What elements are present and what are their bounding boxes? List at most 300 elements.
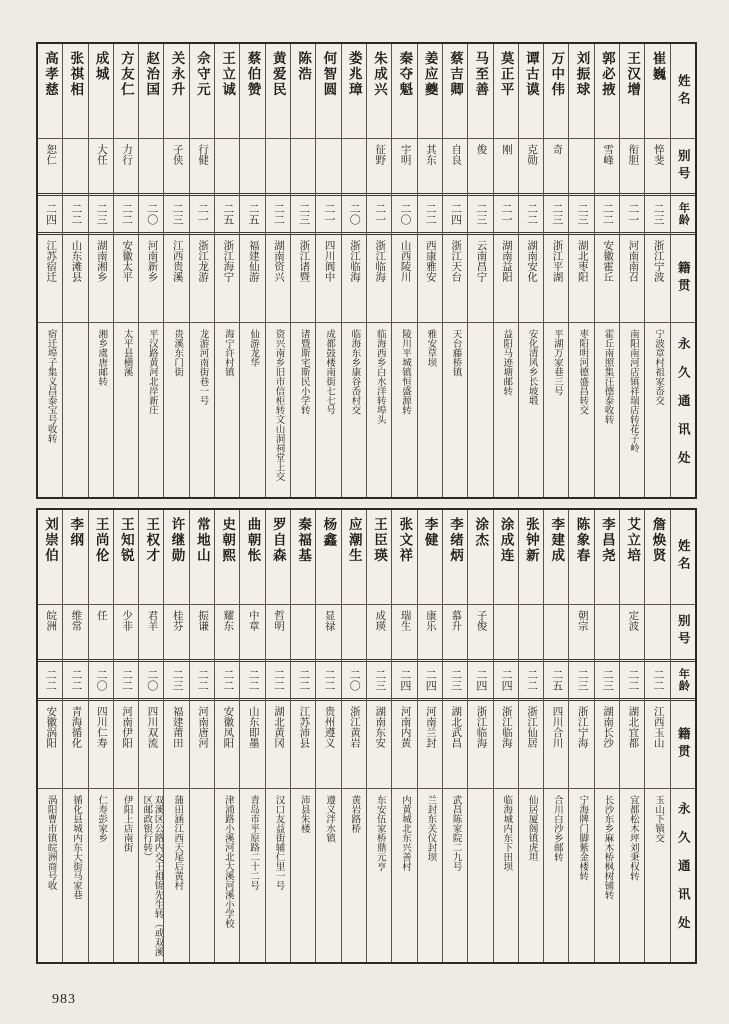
entry-alias-cell [266,605,290,659]
entry-native-cell [139,701,163,789]
entry-native: 浙江临海 [374,240,386,282]
entry-name-cell [367,44,391,139]
person-entry-column [38,44,62,497]
entry-name-cell [89,510,113,605]
entry-name: 李健 [422,516,438,548]
entry-address-cell [443,323,467,497]
person-entry-column [189,510,214,963]
entry-age: 二二 [297,668,310,691]
entry-name-cell [418,44,442,139]
entry-native: 湖南资兴 [273,240,285,282]
entry-native-cell [342,701,366,789]
entry-name-cell [38,510,62,605]
entry-alias-cell [418,605,442,659]
entry-name: 张祺相 [68,51,84,98]
entry-alias-cell [38,605,62,659]
field-header-age-cell [671,659,695,701]
entry-name-cell [164,510,188,605]
entry-address: 双溪区公路内交王祖锦先生转（或双溪区邮政银行转） [141,794,163,956]
entry-name: 佘守元 [194,51,210,98]
entry-address-cell [164,789,188,963]
entry-age: 二一 [500,203,513,225]
entry-alias-cell [240,139,264,193]
person-entry-column [163,44,188,497]
entry-age-cell [595,659,619,701]
entry-name: 涂成连 [498,516,514,563]
entry-age-cell [620,659,644,701]
entry-alias: 桂芬 [171,609,183,631]
person-entry-column [619,510,644,963]
entry-name: 郭必掖 [599,51,615,98]
entry-native: 江苏宿迁 [45,240,57,282]
entry-age: 二一 [196,203,209,225]
entry-name-cell [392,510,416,605]
entry-age-cell [114,193,138,235]
entry-name: 秦福基 [296,516,312,563]
entry-address: 青岛市平原路二十二号 [248,794,259,890]
entry-name: 王立诚 [220,51,236,98]
entry-age: 二四 [500,668,513,691]
entry-name-cell [595,44,619,139]
entry-alias-cell [519,139,543,193]
entry-alias: 克勋 [526,144,538,165]
entry-alias: 宇明 [399,144,411,165]
entry-address-cell [114,789,138,963]
entry-address-cell [342,323,366,497]
entry-address: 资兴南乡旧市信柜转文山洞祠堂上交 [273,329,284,481]
entry-native-cell [494,235,518,323]
entry-age-cell [519,659,543,701]
field-header-age-cell [671,193,695,235]
entry-name: 关永升 [169,51,185,98]
entry-name: 陈象春 [574,516,590,563]
entry-native: 贵州遵义 [323,705,335,748]
entry-address-cell [164,323,188,497]
entry-alias: 振谦 [197,609,209,631]
entry-name-cell [595,510,619,605]
entry-native-cell [63,235,87,323]
entry-native-cell [544,701,568,789]
entry-native-cell [215,235,239,323]
person-entry-column [467,510,492,963]
entry-age: 二五 [550,668,563,691]
entry-name: 王权才 [144,516,160,563]
entry-name: 常地山 [194,516,210,563]
entry-age-cell [215,193,239,235]
entry-age-cell [544,659,568,701]
entry-name-cell [240,510,264,605]
entry-address-cell [645,789,669,963]
entry-age-cell [418,193,442,235]
entry-age-cell [519,193,543,235]
entry-age: 二二 [69,668,82,691]
entry-name-cell [569,44,593,139]
entry-alias: 大任 [95,144,107,165]
entry-age: 二二 [601,203,614,225]
entry-age: 二二 [525,668,538,691]
entry-alias: 悴斐 [652,144,664,165]
person-entry-column [594,44,619,497]
entry-alias: 子俊 [475,609,487,631]
entry-native: 山东即墨 [247,705,259,748]
person-entry-column [189,44,214,497]
entry-native: 浙江海宁 [222,240,234,282]
entry-address-cell [190,789,214,963]
entry-address-cell [620,789,644,963]
field-header-address-cell [671,789,695,963]
entry-alias: 中章 [247,609,259,631]
entry-name-cell [645,510,669,605]
entry-address: 临海城内东下田坝 [501,794,512,871]
entry-alias-cell [291,139,315,193]
entry-name: 成城 [93,51,109,82]
entry-native-cell [595,235,619,323]
entry-address: 宜都松木坪刘秉权转 [627,794,638,880]
entry-address-cell [266,789,290,963]
entry-age-cell [443,659,467,701]
person-entry-column [214,44,239,497]
entry-address: 霍丘南照集汪德泰收转 [602,329,613,424]
entry-native-cell [519,701,543,789]
entry-alias: 君羊 [146,609,158,631]
entry-native-cell [266,701,290,789]
person-entry-column [88,510,113,963]
entry-native-cell [89,701,113,789]
entry-address-cell [569,323,593,497]
entry-native-cell [89,235,113,323]
entry-alias-cell [63,605,87,659]
entry-alias: 少非 [121,609,133,631]
entry-name: 罗自森 [270,516,286,563]
entry-age-cell [139,193,163,235]
entry-name-cell [519,510,543,605]
entry-address: 雅安草坝 [425,329,436,367]
entry-alias: 瑞生 [399,609,411,631]
entry-address: 海宁许村镇 [222,329,233,377]
entry-age-cell [367,193,391,235]
entry-native: 福建莆田 [171,705,183,748]
entry-name-cell [519,44,543,139]
entry-native: 安徽太平 [121,240,133,282]
entry-name: 马至善 [473,51,489,98]
entry-alias: 其东 [424,144,436,165]
entry-native-cell [418,235,442,323]
entry-address-cell [266,323,290,497]
entry-native: 湖南长沙 [602,705,614,748]
directory-table-top [36,42,697,499]
entry-age: 二二 [69,203,82,225]
entry-alias-cell [418,139,442,193]
entry-native-cell [316,701,340,789]
entry-native: 河南兰封 [424,705,436,748]
entry-address-cell [63,323,87,497]
entry-alias-cell [215,605,239,659]
entry-native: 河南新乡 [146,240,158,282]
entry-native-cell [620,701,644,789]
entry-alias: 皖洲 [45,609,57,631]
entry-name: 王尚伦 [93,516,109,563]
entry-age: 二二 [196,668,209,691]
entry-native-cell [38,235,62,323]
entry-address: 陵川平城镇恒盛源转 [400,329,410,415]
entry-address-cell [519,789,543,963]
entry-native-cell [468,701,492,789]
entry-alias-cell [38,139,62,193]
entry-name: 陈浩 [296,51,312,82]
entry-name-cell [266,44,290,139]
entry-native-cell [190,235,214,323]
entry-name-cell [291,44,315,139]
entry-alias-cell [392,139,416,193]
entry-alias: 俊 [475,144,487,155]
entry-address: 仁寿彭家乡 [96,794,107,842]
entry-age-cell [494,659,518,701]
entry-native-cell [114,701,138,789]
entry-address: 兰封东关仪封坝 [425,794,436,861]
entry-name-cell [342,44,366,139]
entry-native: 安徽霍丘 [602,240,614,282]
person-entry-column [442,510,467,963]
person-entry-column [138,44,163,497]
entry-name: 黄爱民 [270,51,286,98]
entry-address: 汉口友益街辅仁里一号 [273,794,284,890]
entry-native: 四川仁寿 [95,705,107,748]
entry-native: 浙江临海 [348,240,360,282]
entry-native: 四川合川 [551,705,563,748]
person-entry-column [290,44,315,497]
entry-native: 山西陵川 [399,240,411,282]
entry-age: 二三 [449,668,462,691]
entry-native: 安徽涡阳 [45,705,57,748]
entry-age-cell [316,659,340,701]
entry-age: 二二 [44,668,57,691]
person-entry-column [543,44,568,497]
entry-address-cell [215,323,239,497]
entry-native-cell [139,235,163,323]
entry-native-cell [367,701,391,789]
entry-age-cell [392,193,416,235]
entry-alias-cell [266,139,290,193]
person-entry-column [62,510,87,963]
entry-address: 宿迁埠子集义昌泰宝号收转 [45,329,56,443]
entry-native-cell [114,235,138,323]
entry-native: 福建仙游 [247,240,259,282]
entry-name: 王知锐 [118,516,134,563]
person-entry-column [493,510,518,963]
field-header-name-label: 姓名 [676,539,691,574]
entry-alias-cell [114,605,138,659]
entry-native-cell [215,701,239,789]
entry-alias: 恕仁 [45,144,57,165]
person-entry-column [619,44,644,497]
entry-age-cell [89,659,113,701]
person-entry-column [138,510,163,963]
entry-address-cell [139,789,163,963]
entry-native: 江西玉山 [652,705,664,748]
entry-age: 二三 [373,668,386,691]
entry-native: 西康雅安 [424,240,436,282]
entry-alias: 哲明 [273,609,285,631]
entry-native-cell [240,701,264,789]
entry-name-cell [468,510,492,605]
entry-native-cell [38,701,62,789]
entry-address-cell [190,323,214,497]
entry-address: 内黄城北东兴善村 [400,794,410,871]
field-header-name-cell [671,510,695,605]
person-entry-column [62,44,87,497]
entry-address: 安化清风乡长坡塅 [526,329,537,405]
entry-native: 浙江黄岩 [348,705,360,748]
entry-native: 浙江宁海 [576,705,588,748]
entry-address-cell [38,323,62,497]
entry-alias-cell [569,139,593,193]
entry-age: 二四 [474,668,487,691]
entry-native-cell [316,235,340,323]
entry-native-cell [63,701,87,789]
entry-address-cell [595,323,619,497]
entry-address: 南阳南河店镇祥瑞店转花子岭 [627,329,638,453]
entry-name: 张文祥 [397,516,413,563]
entry-native-cell [443,235,467,323]
entry-name-cell [342,510,366,605]
field-header-name-cell [671,44,695,139]
entry-name-cell [215,510,239,605]
entry-native: 云南昌宁 [475,240,487,282]
entry-address-cell [240,789,264,963]
field-header-column [670,44,695,497]
entry-name: 崔巍 [650,51,666,82]
entry-alias-cell [215,139,239,193]
entry-name: 谭古谟 [523,51,539,98]
entry-age-cell [443,193,467,235]
entry-age-cell [342,193,366,235]
entry-name: 蔡吉卿 [447,51,463,98]
entry-age-cell [38,193,62,235]
entry-name-cell [63,44,87,139]
person-entry-column [391,44,416,497]
entry-alias-cell [443,605,467,659]
entry-address: 循化县城内东大街马家巷 [70,794,81,899]
entry-native-cell [367,235,391,323]
entry-name-cell [190,44,214,139]
person-entry-column [315,44,340,497]
person-entry-column [366,44,391,497]
entry-age-cell [544,193,568,235]
entry-alias: 力行 [121,144,133,165]
entry-alias-cell [342,139,366,193]
entry-address-cell [392,789,416,963]
entry-address: 蒲田涵江西天尾后黄村 [172,794,183,890]
entry-native: 湖南东安 [374,705,386,748]
entry-alias-cell [139,139,163,193]
field-header-address-cell [671,323,695,497]
field-header-alias-cell [671,605,695,659]
entry-address-cell [595,789,619,963]
entry-address-cell [89,789,113,963]
entry-name: 方友仁 [118,51,134,98]
entry-age-cell [291,193,315,235]
entry-age: 二五 [221,203,234,225]
entry-native: 湖北枣阳 [576,240,588,282]
entry-age: 二四 [398,668,411,691]
person-entry-column [290,510,315,963]
entry-age: 二一 [322,203,335,225]
entry-name: 詹焕贤 [650,516,666,563]
entry-native-cell [443,701,467,789]
entry-age-cell [266,659,290,701]
entry-native-cell [240,235,264,323]
entry-address-cell [569,789,593,963]
entry-age-cell [645,659,669,701]
entry-native-cell [266,235,290,323]
entry-age: 二三 [95,203,108,225]
entry-address-cell [89,323,113,497]
entry-alias: 慕升 [450,609,462,631]
entry-age-cell [89,193,113,235]
field-header-age-label: 年龄 [677,202,690,226]
entry-native-cell [645,235,669,323]
entry-alias: 任 [95,609,107,620]
entry-age: 二二 [272,668,285,691]
entry-address-cell [519,323,543,497]
entry-name-cell [63,510,87,605]
entry-alias: 奇 [551,144,563,155]
entry-alias-cell [342,605,366,659]
entry-name: 许继勋 [169,516,185,563]
entry-name: 李绪炳 [447,516,463,563]
entry-native-cell [595,701,619,789]
entry-native: 四川阆中 [323,240,335,282]
entry-native-cell [620,235,644,323]
entry-age: 二三 [601,668,614,691]
entry-address-cell [443,789,467,963]
entry-address: 合川白沙乡邮转 [551,794,562,861]
field-header-column [670,510,695,963]
entry-name: 赵治国 [144,51,160,98]
entry-alias: 维常 [70,609,82,631]
entry-alias-cell [645,605,669,659]
person-entry-column [644,510,669,963]
entry-address: 仙游龙华 [248,329,259,367]
entry-address: 平湖万家巷三号 [551,329,562,396]
entry-age-cell [190,193,214,235]
entry-age-cell [418,659,442,701]
entry-address-cell [367,323,391,497]
entry-name-cell [392,44,416,139]
entry-address: 伊阳上店南街 [121,794,132,852]
entry-address-cell [139,323,163,497]
entry-name: 刘振球 [574,51,590,98]
entry-alias-cell [544,139,568,193]
entry-native-cell [392,701,416,789]
field-header-address-label: 永久通讯处 [676,802,691,945]
entry-alias: 自良 [450,144,462,165]
entry-alias-cell [190,605,214,659]
entry-age: 二二 [626,668,639,691]
entry-name-cell [645,44,669,139]
entry-alias-cell [164,139,188,193]
entry-address: 沛县朱楼 [298,794,309,833]
entry-age-cell [468,659,492,701]
entry-age-cell [291,659,315,701]
entry-age: 二三 [171,668,184,691]
entry-age-cell [240,659,264,701]
entry-address-cell [291,789,315,963]
person-entry-column [163,510,188,963]
entry-native: 湖北宜都 [627,705,639,748]
entry-native: 江苏沛县 [298,705,310,748]
entry-name: 莫正平 [498,51,514,98]
